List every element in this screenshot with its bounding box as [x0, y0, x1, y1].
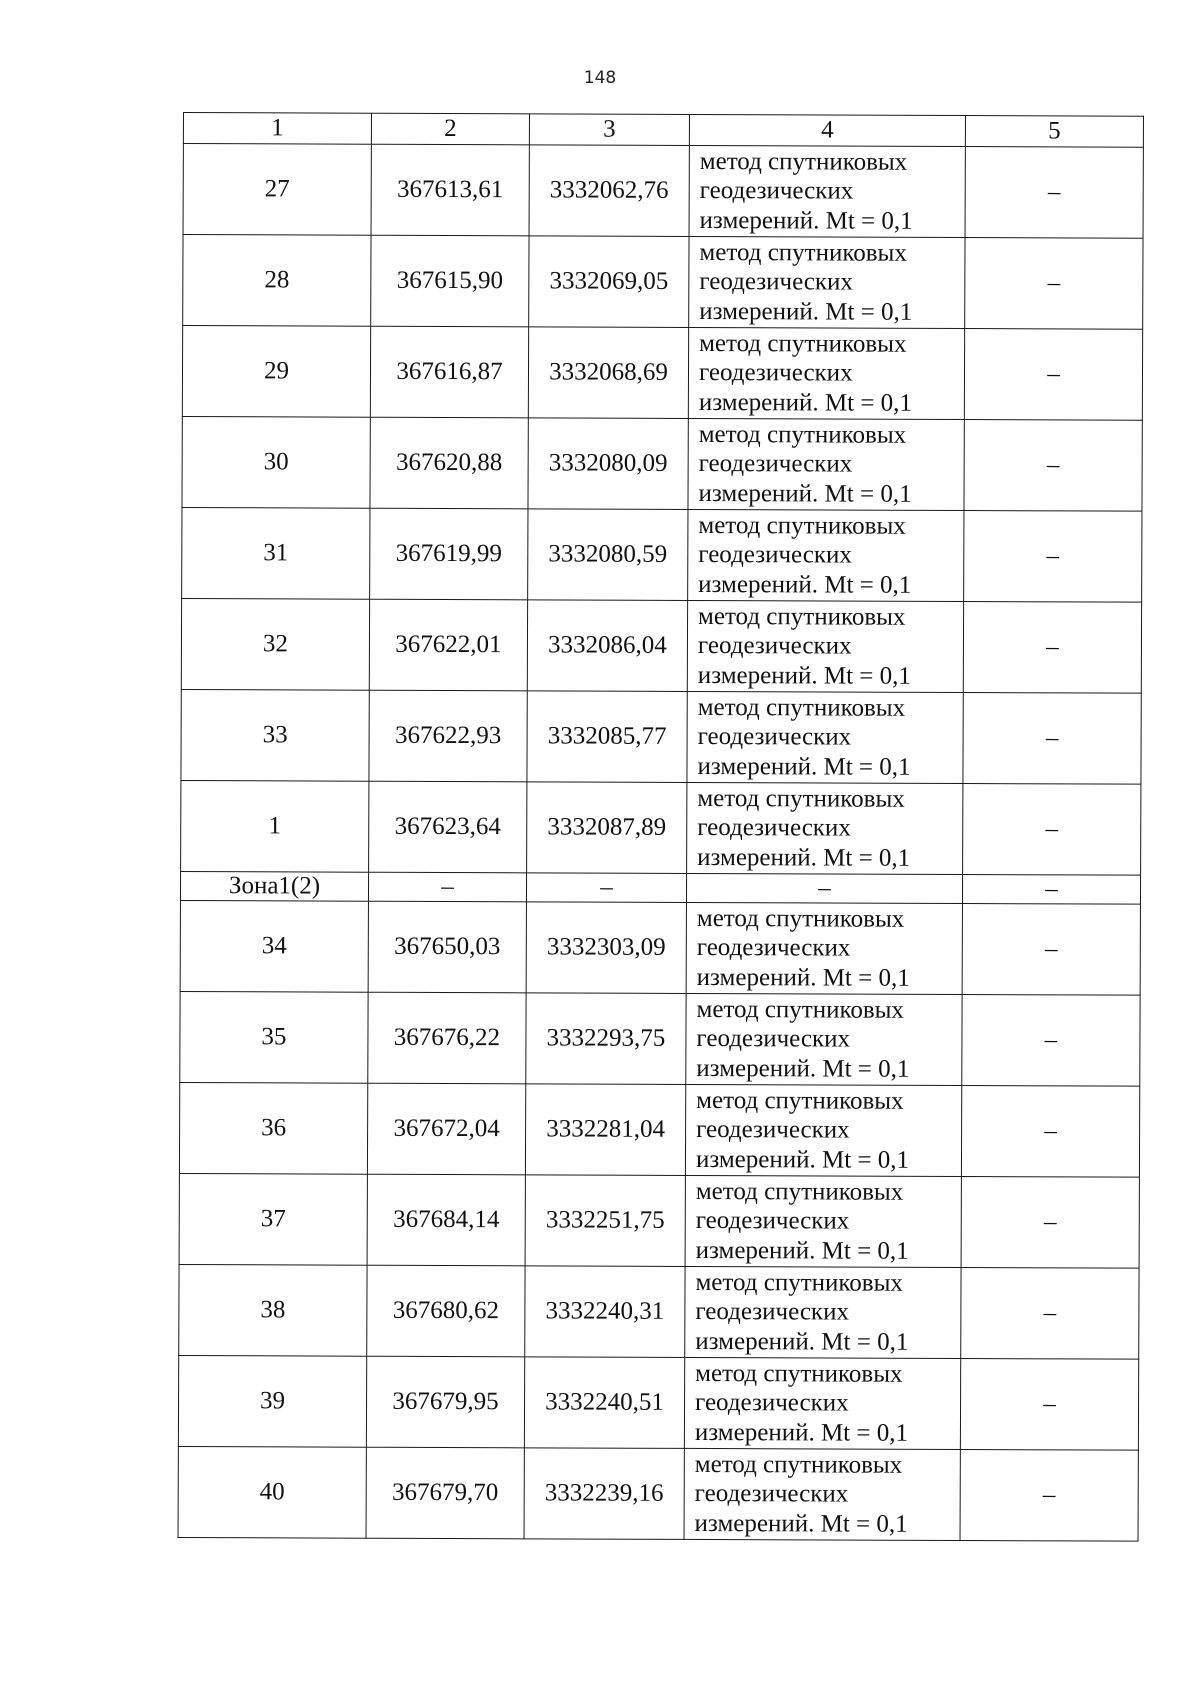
method-cell [685, 1266, 961, 1358]
method-text-line: метод спутниковых [695, 1359, 903, 1388]
y-coordinate-cell: 3332240,31 [525, 1266, 685, 1358]
method-text-line: измерений. Mt = 0,1 [695, 1236, 909, 1265]
note-cell: – [964, 420, 1142, 512]
y-coordinate-cell: 3332069,05 [529, 236, 689, 328]
point-number-cell: 30 [182, 416, 370, 508]
point-number-cell: Зона1(2) [180, 871, 368, 901]
point-number-cell: 34 [180, 900, 368, 992]
method-cell [686, 902, 962, 994]
point-number-cell: 27 [183, 144, 371, 236]
method-text-line: геодезических [695, 1207, 850, 1235]
coordinates-table [178, 112, 1144, 1542]
table-row [178, 1355, 1138, 1450]
method-text-line: измерений. Mt = 0,1 [699, 206, 913, 235]
table-row [180, 991, 1140, 1086]
point-number-cell: 35 [180, 991, 368, 1083]
method-cell [687, 782, 963, 874]
method-text-line: измерений. Mt = 0,1 [694, 1509, 908, 1538]
method-text-line: геодезических [696, 1116, 850, 1144]
note-cell: – [963, 783, 1141, 875]
table-row [182, 507, 1142, 602]
x-coordinate-cell: 367613,61 [371, 144, 529, 236]
header-cell-2: 2 [371, 113, 529, 145]
note-cell: – [965, 147, 1143, 239]
x-coordinate-cell: 367680,62 [367, 1265, 525, 1357]
method-cell [687, 691, 963, 783]
method-cell [688, 509, 964, 601]
method-text-line: измерений. Mt = 0,1 [697, 661, 911, 690]
method-text-line: геодезических [699, 268, 853, 296]
point-number-cell: 1 [181, 780, 369, 872]
method-cell [684, 1448, 960, 1540]
method-text-line: метод спутниковых [696, 995, 905, 1024]
table-row [183, 144, 1143, 239]
note-cell: – [963, 602, 1141, 694]
x-coordinate-cell: 367676,22 [368, 992, 526, 1084]
table-header-row [183, 113, 1143, 148]
method-text-line: метод спутниковых [698, 511, 906, 540]
header-cell-5: 5 [965, 116, 1143, 148]
y-coordinate-cell: 3332281,04 [525, 1084, 685, 1176]
point-number-cell: 37 [179, 1173, 367, 1265]
zone-row [180, 871, 1140, 904]
method-cell [684, 1357, 960, 1449]
table-row [183, 235, 1143, 330]
point-number-cell: 31 [182, 507, 370, 599]
method-text-line: геодезических [699, 177, 854, 205]
table-row [179, 1082, 1139, 1177]
method-text-line: метод спутниковых [697, 784, 905, 813]
method-text-line: метод спутниковых [696, 1086, 904, 1115]
y-coordinate-cell: 3332080,59 [528, 509, 688, 601]
method-text-line: геодезических [698, 541, 852, 569]
point-number-cell: 29 [182, 326, 370, 418]
method-cell [685, 1084, 961, 1176]
y-coordinate-cell: – [526, 873, 686, 903]
method-text-line: метод спутниковых [698, 602, 906, 631]
method-text-line: измерений. Mt = 0,1 [698, 388, 913, 417]
x-coordinate-cell: 367615,90 [371, 235, 529, 327]
y-coordinate-cell: 3332080,09 [528, 418, 688, 510]
note-cell: – [961, 1085, 1139, 1177]
method-text-line: метод спутниковых [699, 147, 908, 176]
note-cell: – [962, 994, 1140, 1086]
method-cell [688, 418, 964, 510]
method-text-line: геодезических [697, 632, 852, 660]
note-cell: – [960, 1449, 1138, 1541]
table-row [178, 1446, 1138, 1541]
x-coordinate-cell: 367672,04 [367, 1083, 525, 1175]
x-coordinate-cell: – [368, 872, 526, 902]
method-cell [686, 873, 962, 903]
table-row [182, 416, 1142, 511]
note-cell: – [964, 511, 1142, 603]
method-cell [686, 993, 962, 1085]
x-coordinate-cell: 367622,01 [369, 599, 527, 691]
table-row [179, 1173, 1139, 1268]
method-text-line: метод спутниковых [699, 238, 907, 267]
method-text-line: метод спутниковых [694, 1450, 903, 1479]
method-text-line: геодезических [698, 450, 853, 478]
point-number-cell: 33 [181, 689, 369, 781]
table-row [181, 598, 1141, 693]
note-cell: – [962, 903, 1140, 995]
note-cell: – [961, 1176, 1139, 1268]
table-row [182, 326, 1142, 421]
method-text-line: геодезических [694, 1480, 849, 1508]
note-cell: – [963, 693, 1141, 785]
point-number-cell: 32 [181, 598, 369, 690]
note-cell: – [964, 329, 1142, 421]
method-cell [689, 236, 965, 328]
table-row [179, 1264, 1139, 1359]
method-text-line: метод спутниковых [699, 329, 907, 358]
y-coordinate-cell: 3332293,75 [526, 993, 686, 1085]
method-text-line: геодезических [695, 1298, 850, 1326]
method-cell [688, 327, 964, 419]
method-text-line: геодезических [697, 723, 852, 751]
method-text-line: геодезических [694, 1389, 849, 1417]
table-row [181, 780, 1141, 875]
y-coordinate-cell: 3332087,89 [527, 782, 687, 874]
y-coordinate-cell: 3332085,77 [527, 691, 687, 783]
method-text-line: измерений. Mt = 0,1 [694, 1418, 909, 1447]
y-coordinate-cell: 3332086,04 [527, 600, 687, 692]
method-text-line: измерений. Mt = 0,1 [698, 479, 912, 508]
point-number-cell: 39 [178, 1355, 366, 1447]
x-coordinate-cell: 367619,99 [370, 508, 528, 600]
method-cell [689, 145, 965, 237]
method-text-line: геодезических [697, 814, 851, 842]
method-cell [685, 1175, 961, 1267]
method-text-line: измерений. Mt = 0,1 [696, 963, 910, 992]
note-cell: – [961, 1267, 1139, 1359]
y-coordinate-cell: 3332303,09 [526, 902, 686, 994]
method-text-line: геодезических [696, 1025, 851, 1053]
method-text-line: измерений. Mt = 0,1 [695, 1145, 910, 1174]
method-text-line: метод спутниковых [695, 1177, 904, 1206]
point-number-cell: 40 [178, 1446, 366, 1538]
note-cell: – [962, 874, 1140, 904]
x-coordinate-cell: 367622,93 [369, 690, 527, 782]
y-coordinate-cell: 3332068,69 [528, 327, 688, 419]
header-cell-1: 1 [183, 113, 371, 145]
header-cell-3: 3 [529, 114, 689, 146]
x-coordinate-cell: 367684,14 [367, 1174, 525, 1266]
method-text-line: измерений. Mt = 0,1 [696, 1054, 910, 1083]
table-row [180, 900, 1140, 995]
x-coordinate-cell: 367679,70 [366, 1447, 524, 1539]
x-coordinate-cell: 367679,95 [366, 1356, 524, 1448]
method-text-line: – [818, 874, 831, 902]
y-coordinate-cell: 3332251,75 [525, 1175, 685, 1267]
note-cell: – [965, 238, 1143, 330]
y-coordinate-cell: 3332240,51 [524, 1357, 684, 1449]
method-text-line: метод спутниковых [695, 1268, 903, 1297]
x-coordinate-cell: 367616,87 [370, 326, 528, 418]
y-coordinate-cell: 3332239,16 [524, 1448, 684, 1540]
method-text-line: геодезических [698, 359, 853, 387]
x-coordinate-cell: 367650,03 [368, 901, 526, 993]
method-text-line: геодезических [696, 934, 851, 962]
method-text-line: измерений. Mt = 0,1 [697, 752, 911, 781]
point-number-cell: 38 [179, 1264, 367, 1356]
method-text-line: метод спутниковых [698, 420, 907, 449]
method-cell [687, 600, 963, 692]
method-text-line: метод спутниковых [696, 904, 905, 933]
method-text-line: метод спутниковых [697, 693, 906, 722]
table-body [178, 113, 1143, 1542]
y-coordinate-cell: 3332062,76 [529, 145, 689, 237]
page-number: 148 [583, 68, 617, 88]
header-cell-4: 4 [689, 114, 965, 146]
method-text-line: измерений. Mt = 0,1 [697, 843, 911, 872]
table-row [181, 689, 1141, 784]
x-coordinate-cell: 367620,88 [370, 417, 528, 509]
method-text-line: измерений. Mt = 0,1 [699, 297, 913, 326]
x-coordinate-cell: 367623,64 [369, 781, 527, 873]
point-number-cell: 28 [183, 235, 371, 327]
method-text-line: измерений. Mt = 0,1 [695, 1327, 909, 1356]
point-number-cell: 36 [179, 1082, 367, 1174]
method-text-line: измерений. Mt = 0,1 [698, 570, 912, 599]
note-cell: – [960, 1358, 1138, 1450]
